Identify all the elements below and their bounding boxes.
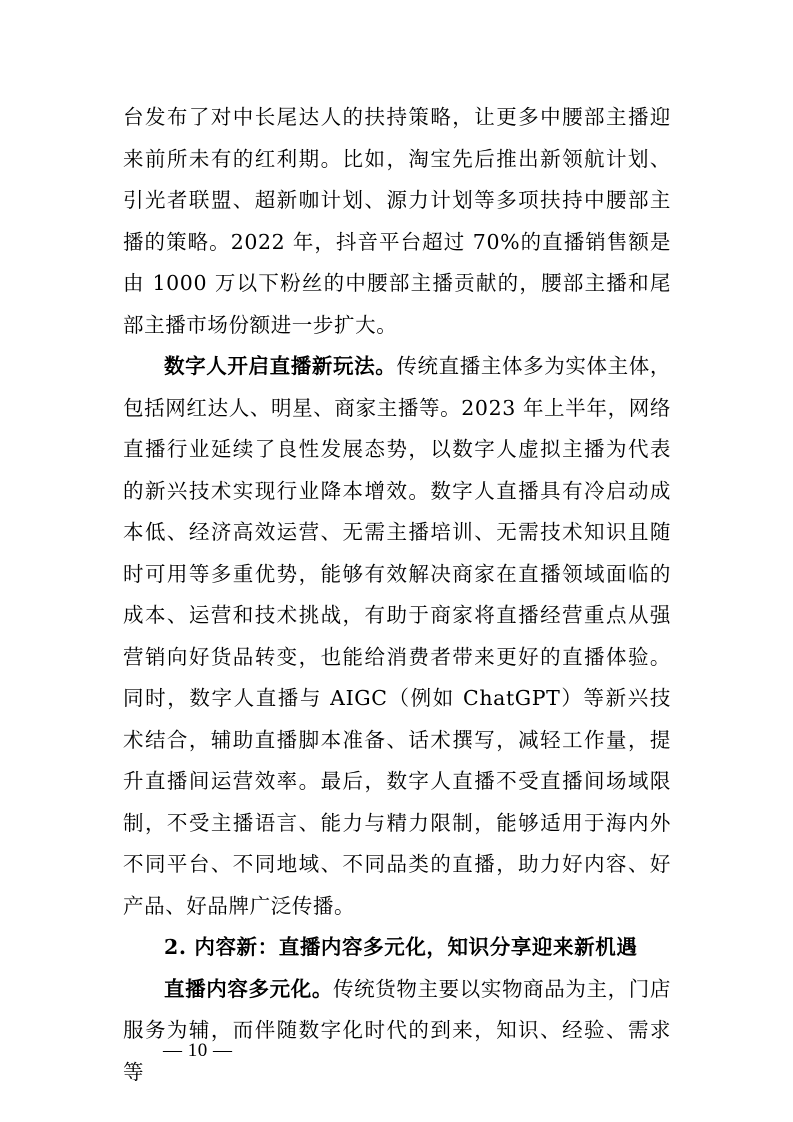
paragraph-digital-human (123, 346, 671, 927)
paragraph-lead: 直播内容多元化。 (164, 976, 334, 1001)
paragraph-body: 传统直播主体多为实体主体，包括网红达人、明星、商家主播等。2023 年上半年，网络直播行业延续了良性发展态势，以数字人虚拟主播为代表的新兴技术实现行业降本增效。数字人直播具有冷启动成本低、经济高效运营、无需主播培训、无需技术知识且随时可用等多重优势，能够有效解决商家在直播领域面临的成本、运营和技术挑战，有助于商家将直播经营重点从强营销向好货品转变，也能给消费者带来更好的直播体验。同时，数字人直播与 AIGC（例如 ChatGPT）等新兴技术结合，辅助直播脚本准备、话术撰写，减轻工作量，提升直播间运营效率。最后，数字人直播不受直播间场域限制，不受主播语言、能力与精力限制，能够适用于海内外不同平台、不同地域、不同品类的直播，助力好内容、好产品、好品牌广泛传播。 (123, 354, 671, 918)
page-number: — 10 — (163, 1040, 233, 1061)
paragraph-content-diversification (123, 969, 671, 1094)
paragraph-body: 传统货物主要以实物商品为主，门店服务为辅，而伴随数字化时代的到来，知识、经验、需求等 (123, 976, 671, 1084)
paragraph-lead: 数字人开启直播新玩法。 (164, 354, 397, 378)
paragraph-continued: 台发布了对中长尾达人的扶持策略，让更多中腰部主播迎来前所未有的红利期。比如，淘宝先后推出新领航计划、引光者联盟、超新咖计划、源力计划等多项扶持中腰部主播的策略。2022 年，抖音平台超过 70%的直播销售额是由 1000 万以下粉丝的中腰部主播贡献的，腰部主播和尾部主播市场份额进一步扩大。 (123, 105, 671, 337)
section-heading: 2. 内容新：直播内容多元化，知识分享迎来新机遇 (164, 935, 638, 959)
body-text (123, 97, 671, 1093)
